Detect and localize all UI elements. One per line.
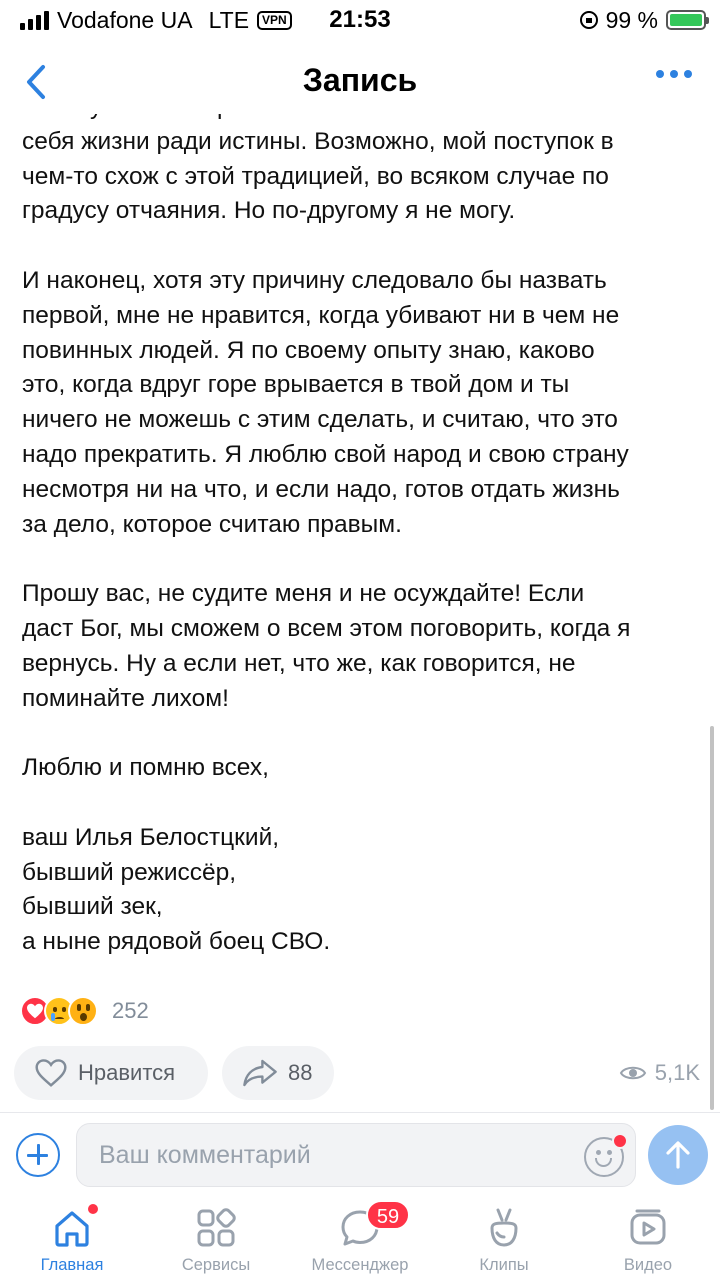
header [0,50,720,114]
reaction-count: 252 [112,998,149,1023]
like-button[interactable] [14,1046,208,1100]
video-icon [626,1206,670,1250]
signal-icon [20,10,49,30]
eye-icon [619,1063,647,1083]
heart-icon [34,1058,68,1088]
services-icon [194,1206,238,1250]
battery-icon [666,10,706,30]
views-counter [619,1060,700,1086]
post-actions [14,1046,706,1100]
back-button[interactable] [14,58,58,106]
tab-video[interactable] [576,1198,720,1280]
status-bar [0,0,720,40]
arrow-up-icon [664,1140,692,1170]
tab-clips[interactable] [432,1198,576,1280]
share-arrow-icon [242,1058,278,1088]
chevron-left-icon [24,64,48,100]
emoji-icon[interactable] [584,1137,624,1177]
page-title: Запись [302,62,418,98]
add-attachment-button[interactable] [16,1133,60,1177]
unread-count-badge: 59 [366,1200,410,1230]
tab-label: Клипы [479,1256,529,1274]
more-dot-icon [656,70,664,78]
post-signature: ваш Илья Белостцкий, бывший режиссёр, бывший зек, а ныне рядовой боец СВО. [22,823,331,956]
comment-input[interactable] [76,1123,636,1187]
home-icon [50,1206,94,1250]
clips-icon [482,1206,526,1250]
send-button[interactable] [648,1125,708,1185]
more-dot-icon [670,70,678,78]
post-paragraph: себя жизни ради истины. Возможно, мой поступок в чем-то схож с этой традицией, во всяком случае по градусу отчаяния. Но по-другому я не могу. [22,127,614,225]
surprised-reaction-icon [68,996,98,1026]
more-dot-icon [684,70,692,78]
vpn-badge: VPN [257,11,292,30]
messenger-icon [338,1206,400,1250]
like-label: Нравится [78,1060,176,1085]
notification-dot [88,1204,98,1214]
views-count: 5,1K [654,1060,700,1085]
reactions-summary[interactable] [20,996,149,1026]
post-paragraph: Прошу вас, не судите меня и не осуждайте! Если даст Бог, мы сможем о всем этом поговорить, когда я вернусь. Ну а если нет, что же, как говорится, не поминайте лихом! [22,580,631,712]
status-left [20,7,320,34]
network-type: LTE [208,6,250,33]
post-paragraph: Люблю и помню всех, [22,754,269,782]
tab-home[interactable] [0,1198,144,1280]
battery-percent: 99 % [605,6,658,33]
share-count: 88 [288,1060,313,1085]
status-time: 21:53 [329,6,391,33]
scrollbar[interactable] [710,726,714,1110]
carrier-name: Vodafone UA [57,6,193,33]
post-text [22,112,702,982]
tab-bar [0,1198,720,1280]
tab-messenger[interactable] [288,1198,432,1280]
more-button[interactable] [656,70,692,78]
tab-label: Видео [623,1256,673,1274]
post-paragraph: И наконец, хотя эту причину следовало бы назвать первой, мне не нравится, когда убивают ни в чем не повинных людей. Я по своему опыту знаю, каково это, когда вдруг горе врывается в твой дом и ты ничего не можешь с этим сделать, и считаю, что это надо прекратить. Я люблю свой народ и свою страну несмотря ни на что, и если надо, готов отдать жизнь за дело, которое считаю правым. [22,266,629,538]
tab-services[interactable] [144,1198,288,1280]
tab-label: Главная [40,1256,104,1274]
comment-bar [0,1112,720,1198]
tab-label: Мессенджер [311,1256,409,1274]
share-button[interactable] [222,1046,334,1100]
status-right [580,7,706,34]
tab-label: Сервисы [181,1256,251,1274]
orientation-lock-icon [580,11,598,29]
